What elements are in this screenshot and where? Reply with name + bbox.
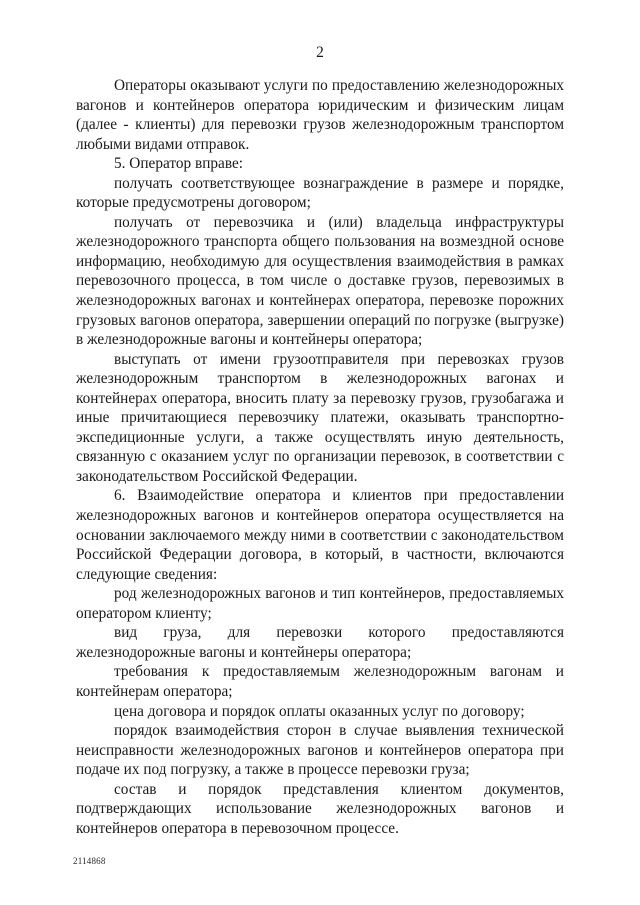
paragraph-act-on-behalf: выступать от имени грузоотправителя при перевозках грузов железнодорожным транспортом в железнодорожных вагонах и контейнерах оператора, вносить плату за перевозку грузов, грузобагажа и иные причитающиеся перевозчику платежи, оказывать транспортно-экспедиционные услуги, а также осуществлять иную деятельность, связанную с оказанием услуг по организации перевозок, в соответствии с законодательством Российской Федерации. xyxy=(76,350,564,485)
document-code: 2114868 xyxy=(73,856,106,866)
paragraph-section-5-heading: 5. Оператор вправе: xyxy=(114,155,243,173)
paragraph-receive-information: получать от перевозчика и (или) владельца инфраструктуры железнодорожного транспорта общего пользования на возмездной основе информацию, необходимую для осуществления взаимодействия в рамках перевозочного процесса, в том числе о доставке грузов, перевозимых в железнодорожных вагонах и контейнерах оператора, перевозке порожних грузовых вагонов оператора, завершении операций по погрузке (выгрузке) в железнодорожные вагоны и контейнеры оператора; xyxy=(76,213,564,349)
paragraph-wagon-types: род железнодорожных вагонов и тип контейнеров, предоставляемых оператором клиенту; xyxy=(76,585,564,622)
paragraph-operators-services: Операторы оказывают услуги по предоставлению железнодорожных вагонов и контейнеров оператора юридическим и физическим лицам (далее - клиенты) для перевозки грузов железнодорожным транспортом любыми видами отправок. xyxy=(76,77,564,153)
paragraph-section-6-interaction: 6. Взаимодействие оператора и клиентов при предоставлении железнодорожных вагонов и контейнеров оператора осуществляется на основании заключаемого между ними в соответствии с законодательством Российской Федерации договора, в который, в частности, включаются следующие сведения: xyxy=(76,487,564,583)
paragraph-contract-price: цена договора и порядок оплаты оказанных услуг по договору; xyxy=(114,702,525,720)
paragraph-malfunction-procedure: порядок взаимодействия сторон в случае выявления технической неисправности железнодорожных вагонов и контейнеров оператора при подаче их под погрузку, а также в процессе перевозки груза; xyxy=(76,722,564,779)
paragraph-requirements: требования к предоставляемым железнодорожным вагонам и контейнерам оператора; xyxy=(76,663,564,700)
page-number: 2 xyxy=(316,44,324,61)
paragraph-receive-remuneration: получать соответствующее вознаграждение в размере и порядке, которые предусмотрены договором; xyxy=(76,174,564,212)
document-body xyxy=(76,76,564,838)
paragraph-cargo-type: вид груза, для перевозки которого предоставляются железнодорожные вагоны и контейнеры оператора; xyxy=(76,624,564,661)
paragraph-documents: состав и порядок представления клиентом документов, подтверждающих использование железнодорожных вагонов и контейнеров оператора в перевозочном процессе. xyxy=(76,780,564,837)
